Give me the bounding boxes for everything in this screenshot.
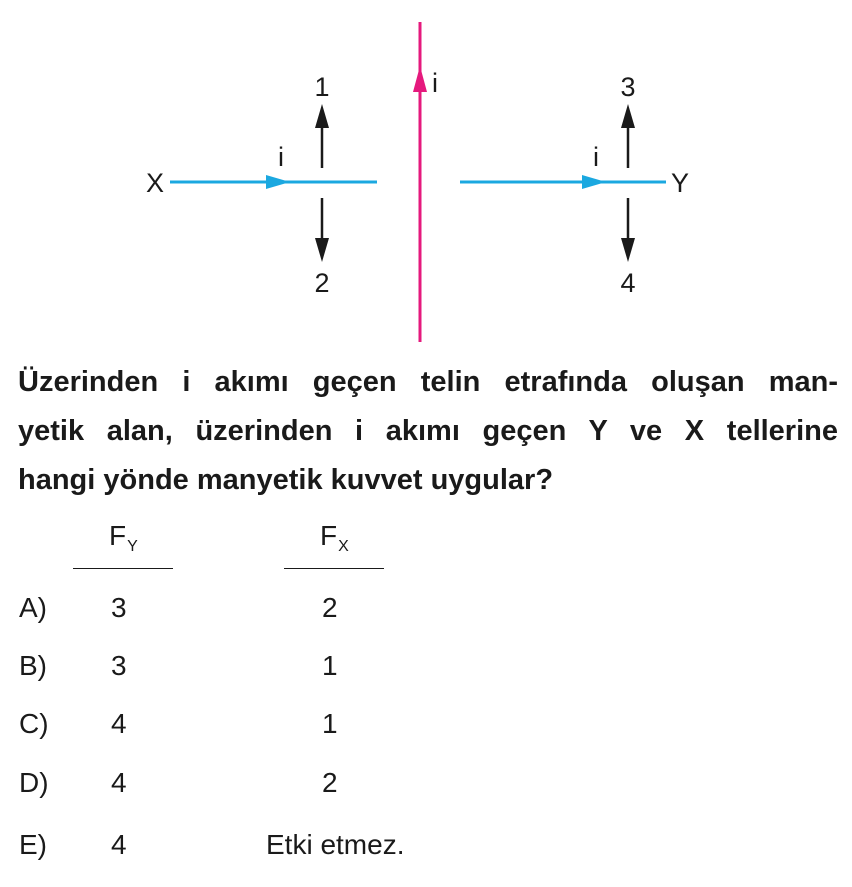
wire-x-label: X — [146, 168, 165, 198]
column-header-fy-base: F — [109, 520, 127, 551]
option-b[interactable] — [0, 650, 852, 690]
wire-y-label: Y — [671, 168, 690, 198]
option-c-fx: 1 — [322, 708, 338, 739]
center-current-arrowhead — [413, 66, 427, 92]
option-e-fx: Etki etmez. — [266, 829, 405, 860]
option-a-letter: A) — [19, 592, 47, 623]
arrow-4-head — [621, 238, 635, 262]
column-header-fx-sub: X — [338, 538, 349, 555]
column-rule-fy — [73, 568, 173, 569]
option-b-letter: B) — [19, 650, 47, 681]
column-rule-fx — [284, 568, 384, 569]
option-c-fy: 4 — [111, 708, 127, 739]
column-header-fy-sub: Y — [127, 538, 138, 555]
option-a-fy: 3 — [111, 592, 127, 623]
arrow-3-label: 3 — [620, 72, 636, 102]
option-a[interactable] — [0, 592, 852, 632]
question-text — [18, 358, 838, 505]
option-e-letter: E) — [19, 829, 47, 860]
option-c[interactable] — [0, 708, 852, 748]
wire-x-current-arrowhead — [266, 175, 290, 189]
magnetic-force-diagram — [0, 0, 852, 350]
option-d[interactable] — [0, 767, 852, 807]
option-e[interactable] — [0, 829, 852, 869]
wire-x-current-label: i — [278, 142, 284, 172]
question-line-1: Üzerinden i akımı geçen telin etrafında oluşan man- — [18, 366, 838, 398]
option-d-fx: 2 — [322, 767, 338, 798]
option-d-letter: D) — [19, 767, 49, 798]
arrow-1-head — [315, 104, 329, 128]
column-header-fx — [320, 520, 349, 556]
question-line-2: yetik alan, üzerinden i akımı geçen Y ve X tellerine — [18, 415, 838, 447]
center-current-label: i — [432, 68, 438, 98]
option-b-fx: 1 — [322, 650, 338, 681]
arrow-4-label: 4 — [620, 268, 636, 298]
option-c-letter: C) — [19, 708, 49, 739]
option-d-fy: 4 — [111, 767, 127, 798]
arrow-2-label: 2 — [314, 268, 330, 298]
option-a-fx: 2 — [322, 592, 338, 623]
option-e-fy: 4 — [111, 829, 127, 860]
wire-y-current-label: i — [593, 142, 599, 172]
question-line-3: hangi yönde manyetik kuvvet uygular? — [18, 464, 554, 496]
column-header-fx-base: F — [320, 520, 338, 551]
arrow-3-head — [621, 104, 635, 128]
column-header-fy — [109, 520, 138, 556]
wire-y-current-arrowhead — [582, 175, 606, 189]
arrow-1-label: 1 — [314, 72, 330, 102]
option-b-fy: 3 — [111, 650, 127, 681]
arrow-2-head — [315, 238, 329, 262]
